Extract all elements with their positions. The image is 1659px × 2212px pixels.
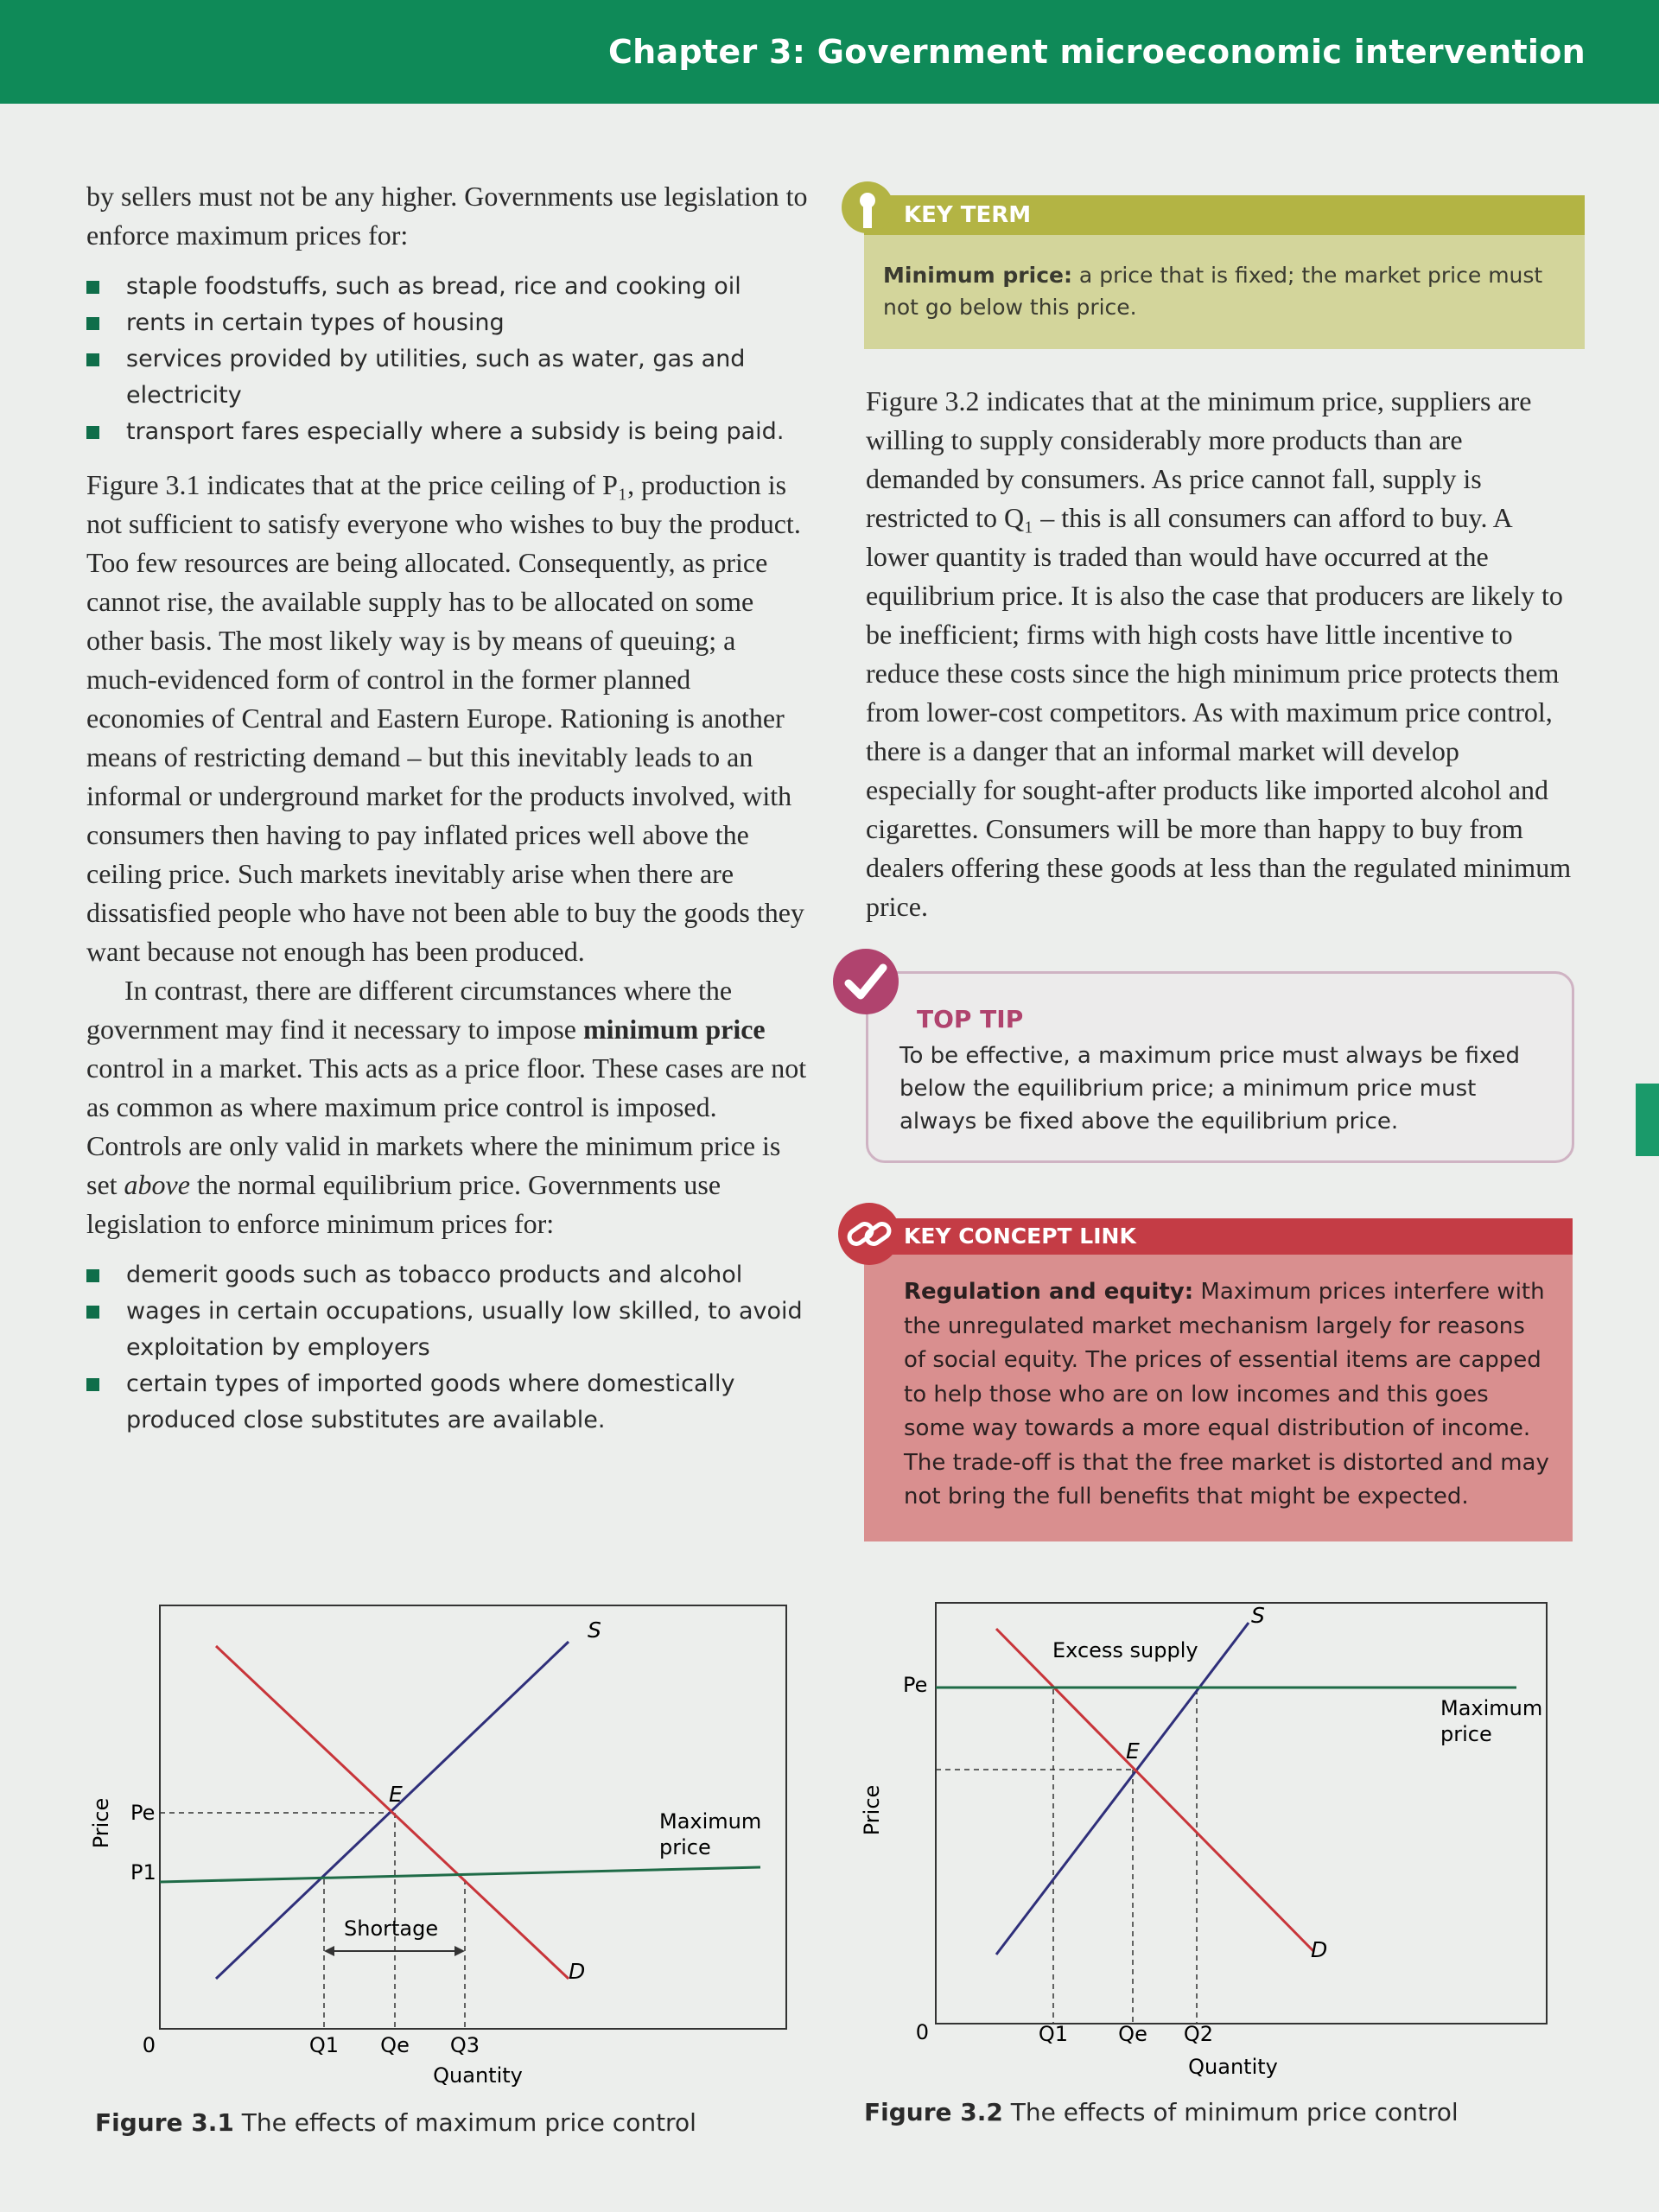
key-concept-text: Regulation and equity: Maximum prices interfere with the unregulated market mechanism largely for reasons of social equity. The prices of essential items are capped to help those who are on low incomes and this goes some way towards a more equal distribution of income. The trade-off is that the free market is distorted and may not bring the full benefits that might be expected. [904, 1279, 1549, 1510]
left-paragraph-1: by sellers must not be any higher. Governments use legislation to enforce maximum prices for: [86, 181, 808, 251]
q1-label: Q1 [308, 2033, 340, 2057]
figure-3-2 [860, 1590, 1577, 2091]
checkmark-icon [831, 947, 900, 1016]
page-edge-tab [1636, 1084, 1659, 1156]
chapter-title: Chapter 3: Government microeconomic intervention [607, 33, 1586, 71]
supply-label: S [1251, 1603, 1265, 1628]
p1-label: P1 [130, 1860, 156, 1885]
plot-frame [936, 1603, 1547, 2024]
origin-label: 0 [142, 2033, 156, 2057]
left-column [86, 177, 812, 1454]
key-term-header: KEY TERM [864, 195, 1585, 235]
bullet-square-icon [86, 353, 99, 366]
equilibrium-label: E [1126, 1738, 1140, 1764]
left-paragraph-2: Figure 3.1 indicates that at the price ceiling of P₁, production is not sufficient to satisfy everyone who wishes to buy the product. Too few resources are being allocated. Consequently, as price cannot rise, the available supply has to be allocated on some other basis. The most likely way is by means of queuing; a much-evidenced form of control in the former planned economies of Central and Eastern Europe. Rationing is another means of restricting demand – but this inevitably leads to an informal or underground market for the products involved, with consumers then having to pay inflated prices well above the ceiling price. Such markets inevitably arise when there are dissatisfied people who have not been able to buy the goods they want because not enough has been produced. [86, 469, 804, 967]
chain-link-icon [836, 1201, 902, 1267]
supply-curve [996, 1623, 1249, 1955]
pe-label: Pe [130, 1801, 156, 1825]
list-item: staple foodstuffs, such as bread, rice and cooking oil [86, 269, 812, 305]
list-item: transport fares especially where a subsidy is being paid. [86, 414, 812, 450]
max-price-bullet-list [86, 269, 812, 450]
q3-label: Q3 [449, 2033, 480, 2057]
y-axis-label: Price [89, 1797, 113, 1849]
x-axis-label: Quantity [433, 2063, 523, 2088]
demand-curve [996, 1629, 1313, 1951]
list-item: rents in certain types of housing [86, 305, 812, 341]
key-term-definition: Minimum price: a price that is fixed; the market price must not go below this price. [883, 263, 1543, 320]
q1-label: Q1 [1038, 2022, 1069, 2046]
min-price-bullet-list [86, 1257, 812, 1439]
list-item: demerit goods such as tobacco products and alcohol [86, 1257, 812, 1294]
qe-label: Qe [1118, 2022, 1147, 2046]
right-column [866, 382, 1574, 926]
bullet-square-icon [86, 317, 99, 330]
figure-3-1 [82, 1590, 817, 2091]
list-item: certain types of imported goods where domestically produced close substitutes are available. [86, 1366, 812, 1439]
key-concept-link-box [864, 1218, 1573, 1541]
key-icon [840, 180, 895, 245]
bullet-square-icon [86, 1269, 99, 1282]
equilibrium-label: E [389, 1782, 403, 1807]
left-paragraph-3: In contrast, there are different circumstances where the government may find it necessary to impose minimum price control in a market. This acts as a price floor. These cases are not as common as where maximum price control is imposed. Controls are only valid in markets where the minimum price is set above the normal equilibrium price. Governments use legislation to enforce minimum prices for: [86, 975, 807, 1239]
key-term-box [840, 180, 1585, 349]
bullet-square-icon [86, 1378, 99, 1391]
figure-3-2-caption: Figure 3.2 The effects of minimum price control [864, 2098, 1459, 2126]
list-item: wages in certain occupations, usually low skilled, to avoid exploitation by employers [86, 1294, 812, 1366]
bold-term: minimum price [582, 1014, 766, 1045]
top-tip-text: To be effective, a maximum price must always be fixed below the equilibrium price; a minimum price must always be fixed above the equilibrium price. [899, 1043, 1520, 1135]
chapter-header [0, 0, 1659, 104]
bullet-square-icon [86, 426, 99, 439]
x-axis-label: Quantity [1188, 2055, 1278, 2079]
pe-label: Pe [903, 1673, 928, 1697]
max-price-label-line1: Maximum [1440, 1696, 1543, 1720]
q2-label: Q2 [1183, 2022, 1214, 2046]
max-price-label-line2: price [1440, 1722, 1492, 1746]
top-tip-box [866, 971, 1574, 1163]
demand-label: D [1311, 1937, 1328, 1962]
emphasis-text: above [124, 1169, 190, 1200]
max-price-label-line2: price [659, 1835, 711, 1859]
y-axis-label: Price [860, 1784, 884, 1836]
right-paragraph-1: Figure 3.2 indicates that at the minimum price, suppliers are willing to supply considerably more products than are demanded by consumers. As price cannot fall, supply is restricted to Q₁ – this is all consumers can afford to buy. A lower quantity is traded than would have occurred at the equilibrium price. It is also the case that producers are likely to be inefficient; firms with high costs have little incentive to reduce these costs since the high minimum price protects them from lower-cost competitors. As with maximum price control, there is a danger that an informal market will develop especially for sought-after products like imported alcohol and cigarettes. Consumers will be more than happy to buy from dealers offering these goods at less than the regulated minimum price. [866, 385, 1572, 922]
shortage-label: Shortage [344, 1916, 439, 1941]
key-concept-header: KEY CONCEPT LINK [864, 1218, 1573, 1255]
excess-supply-label: Excess supply [1052, 1638, 1198, 1662]
bullet-square-icon [86, 1306, 99, 1319]
top-tip-heading: TOP TIP [917, 1005, 1024, 1033]
supply-label: S [588, 1618, 601, 1643]
origin-label: 0 [915, 2020, 929, 2044]
qe-label: Qe [380, 2033, 410, 2057]
demand-label: D [569, 1959, 586, 1984]
list-item: services provided by utilities, such as water, gas and electricity [86, 341, 812, 414]
maximum-price-line [160, 1867, 760, 1882]
key-term-body [864, 235, 1585, 349]
figure-3-1-caption: Figure 3.1 The effects of maximum price control [95, 2108, 696, 2137]
bullet-square-icon [86, 281, 99, 294]
max-price-label-line1: Maximum [659, 1809, 762, 1834]
